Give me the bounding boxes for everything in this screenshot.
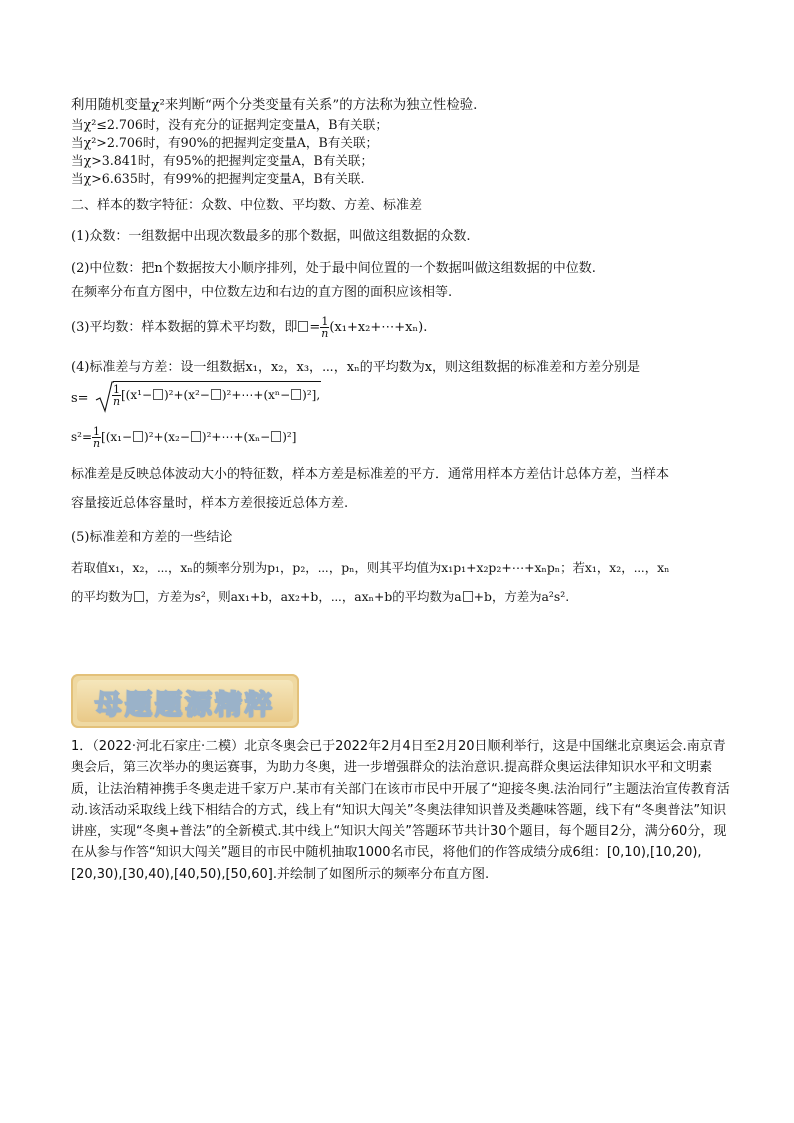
- variance-fraction-den: n: [92, 437, 101, 450]
- banner-title: 母题题源精粹: [95, 690, 275, 721]
- x-bar-symbol: [291, 389, 301, 400]
- sqrt-bar: [113, 381, 321, 382]
- x-bar-symbol: [133, 431, 143, 442]
- x-bar-symbol: [298, 321, 308, 332]
- mean-definition: [71, 316, 427, 339]
- indep-line-2: 当χ²≤2.706时，没有充分的证据判定变量A，B有关联；: [71, 117, 388, 132]
- conclusion-line-2: [71, 587, 569, 605]
- std-fraction-den: n: [112, 395, 121, 408]
- std-body-c: )²+⋯+(xⁿ−: [221, 388, 291, 402]
- std-formula-label: s=: [71, 391, 89, 406]
- sqrt-icon: [94, 380, 114, 414]
- std-body-a: [(x¹−: [121, 388, 152, 402]
- indep-line-5: 当χ>6.635时，有99%的把握判定变量A，B有关联.: [71, 171, 365, 186]
- std-body-b: )²+(x²−: [164, 388, 210, 402]
- variance-fraction-num: 1: [93, 425, 101, 438]
- variance-formula: [71, 426, 296, 449]
- conclusion-2-c: +b，方差为a²s².: [473, 589, 570, 604]
- variance-body-d: )²]: [282, 430, 297, 444]
- mean-fraction-num: 1: [321, 315, 329, 328]
- median-definition: (2)中位数：把n个数据按大小顺序排列，处于最中间位置的一个数据叫做这组数据的中位数.: [71, 261, 596, 276]
- x-bar-symbol: [463, 591, 473, 602]
- mean-equals: =: [309, 320, 321, 335]
- median-histogram-note: 在频率分布直方图中，中位数左边和右边的直方图的面积应该相等.: [71, 285, 453, 300]
- mean-suffix: (x₁+x₂+⋯+xₙ).: [329, 320, 428, 335]
- variance-body-b: )²+(x₂−: [144, 430, 190, 444]
- std-fraction-num: 1: [113, 383, 120, 396]
- conclusion-2-b: ，方差为s²，则ax₁+b，ax₂+b，⋯，axₙ+b的平均数为a: [144, 589, 462, 604]
- std-intro: (4)标准差与方差：设一组数据x₁，x₂，x₃，⋯，xₙ的平均数为x，则这组数据的标准差和方差分别是: [71, 360, 641, 375]
- x-bar-symbol: [153, 389, 163, 400]
- mode-definition: (1)众数：一组数据中出现次数最多的那个数据，叫做这组数据的众数.: [71, 229, 471, 244]
- std-note-line-2: 容量接近总体容量时，样本方差很接近总体方差.: [71, 496, 349, 511]
- section-banner: [71, 674, 299, 728]
- x-bar-symbol: [134, 591, 144, 602]
- mean-fraction-den: n: [321, 327, 329, 340]
- variance-body-c: )²+⋯+(xₙ−: [201, 430, 271, 444]
- variance-label: s²=: [71, 430, 93, 444]
- x-bar-symbol: [211, 389, 221, 400]
- conclusion-line-1: 若取值x₁，x₂，⋯，xₙ的频率分别为p₁，p₂，⋯，pₙ，则其平均值为x₁p₁+x₂p₂+⋯+xₙpₙ；若x₁，x₂，⋯，xₙ: [71, 560, 670, 575]
- std-fraction: [112, 384, 121, 407]
- mean-prefix: (3)平均数：样本数据的算术平均数，即: [71, 320, 298, 335]
- x-bar-symbol: [271, 431, 281, 442]
- mean-fraction: [320, 316, 329, 339]
- indep-line-1: 利用随机变量χ²来判断“两个分类变量有关系”的方法称为独立性检验.: [71, 98, 478, 113]
- indep-line-4: 当χ>3.841时，有95%的把握判定变量A，B有关联；: [71, 153, 374, 168]
- conclusion-2-a: 的平均数为: [71, 589, 133, 604]
- conclusions-heading: (5)标准差和方差的一些结论: [71, 530, 233, 545]
- std-formula-body: [112, 384, 320, 407]
- std-note-line-1: 标准差是反映总体波动大小的特征数，样本方差是标准差的平方．通常用样本方差估计总体方差，当样本: [71, 467, 670, 482]
- indep-line-3: 当χ²>2.706时，有90%的把握判定变量A，B有关联；: [71, 135, 379, 150]
- section-heading: 二、样本的数字特征：众数、中位数、平均数、方差、标准差: [71, 198, 423, 213]
- problem-text: 1．（2022·河北石家庄·二模）北京冬奥会已于2022年2月4日至2月20日顺利举行，这是中国继北京奥运会.南京青奥会后，第三次举办的奥运赛事，为助力冬奥，进一步增强群众的法治意识.提高群众奥运法律知识水平和文明素质，让法治精神携手冬奥走进千家万户.某市有关部门在该市市民中开展了“迎接冬奥.法治同行”主题法治宣传教育活动.该活动采取线上线下相结合的方式，线上有“知识大闯关”冬奥法律知识普及类趣味答题，线下有“冬奥普法”知识讲座，实现“冬奥+普法”的全新模式.其中线上“知识大闯关”答题环节共计30个题目，每个题目2分，满分60分，现在从参与作答“知识大闯关”题目的市民中随机抽取1000名市民，将他们的作答成绩分成6组：[0,10),[10,20),[20,30),[30,40),[40,50),[50,60].并绘制了如图所示的频率分布直方图.: [71, 739, 730, 882]
- variance-body-a: [(x₁−: [101, 430, 133, 444]
- x-bar-symbol: [191, 431, 201, 442]
- std-body-d: )²],: [302, 388, 321, 402]
- variance-fraction: [92, 426, 101, 449]
